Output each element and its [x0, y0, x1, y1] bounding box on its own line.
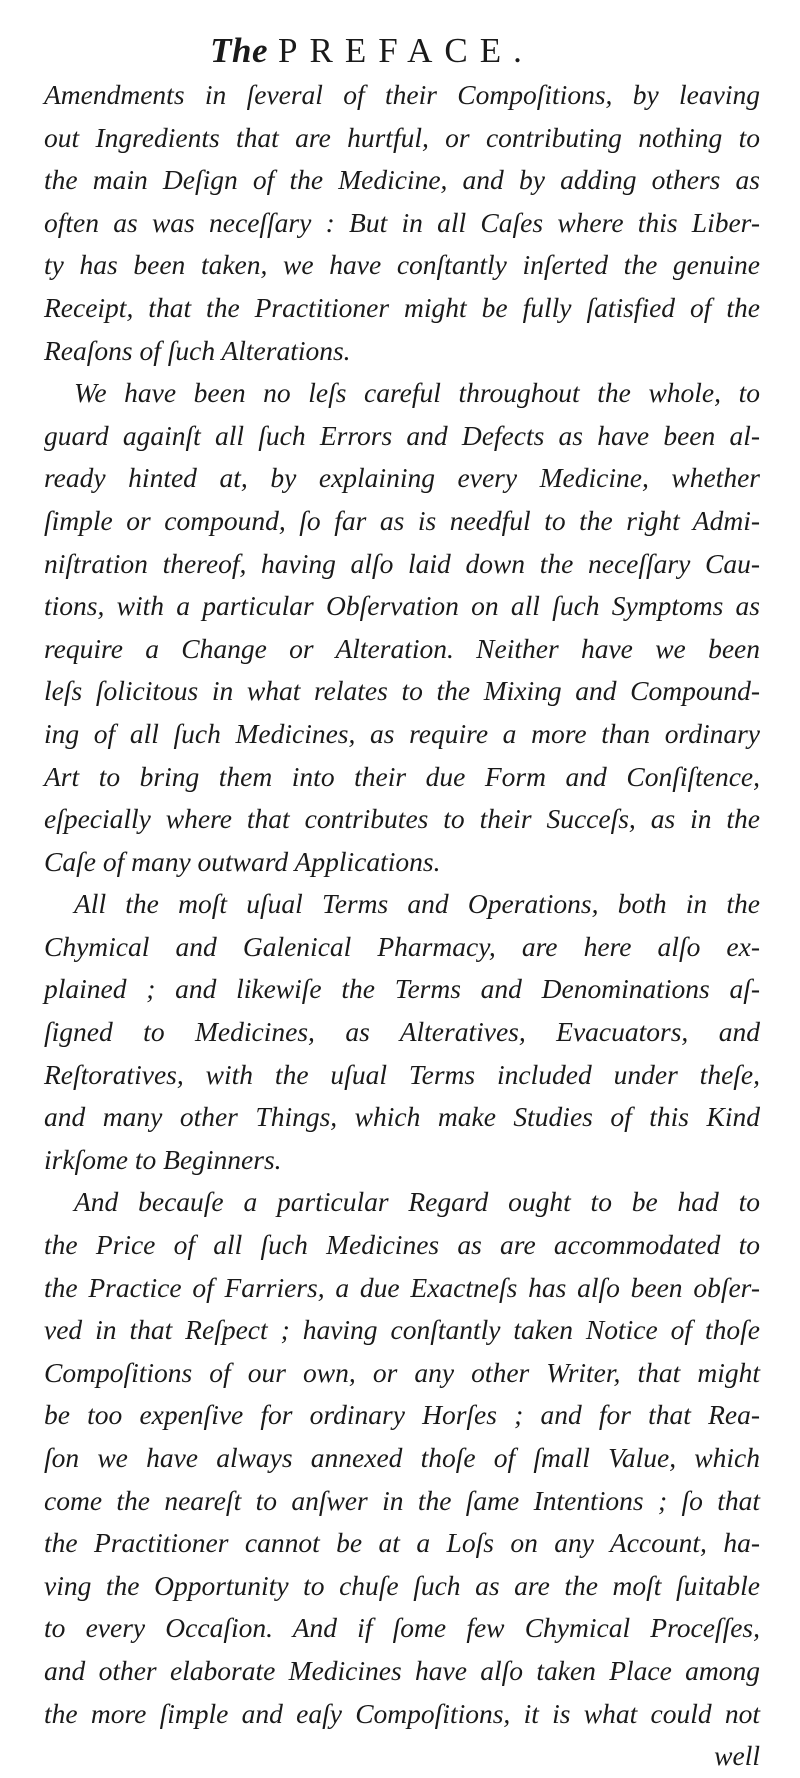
text-line: We have been no leſs careful throughout the whole, to [74, 377, 760, 409]
preface-body [44, 74, 760, 1778]
text-line: guard againſt all ſuch Errors and Defects as have been al- [44, 419, 760, 451]
text-line: the more ſimple and eaſy Compoſitions, it is what could not [44, 1697, 760, 1729]
text-line: ved in that Reſpect ; having conſtantly taken Notice of thoſe [44, 1314, 760, 1346]
text-line: And becauſe a particular Regard ought to be had to [74, 1186, 760, 1218]
text-line: to every Occaſion. And if ſome few Chymical Proceſſes, [44, 1612, 760, 1644]
text-line: ving the Opportunity to chuſe ſuch as are the moſt ſuitable [44, 1569, 760, 1601]
text-line: plained ; and likewiſe the Terms and Denominations aſ- [44, 973, 760, 1005]
text-line: and many other Things, which make Studies of this Kind [44, 1101, 760, 1133]
header-article: The [210, 31, 269, 70]
text-line: Chymical and Galenical Pharmacy, are here alſo ex- [44, 930, 760, 962]
text-line: eſpecially where that contributes to their Succeſs, as in the [44, 803, 760, 835]
text-line: Caſe of many outward Applications. [44, 845, 441, 877]
text-line: the Practice of Farriers, a due Exactneſs has alſo been obſer- [44, 1271, 760, 1303]
text-line: ty has been taken, we have conſtantly inſerted the genuine [44, 249, 760, 281]
text-line: Reſtoratives, with the uſual Terms included under theſe, [44, 1058, 760, 1090]
text-line: often as was neceſſary : But in all Caſes where this Liber- [44, 206, 760, 238]
text-line: leſs ſolicitous in what relates to the Mixing and Compound- [44, 675, 760, 707]
text-line: be too expenſive for ordinary Horſes ; and for that Rea- [44, 1399, 760, 1431]
text-line: require a Change or Alteration. Neither have we been [44, 632, 760, 664]
text-line: ſon we have always annexed thoſe of ſmall Value, which [44, 1442, 760, 1473]
text-line: Amendments in ſeveral of their Compoſitions, by leaving [44, 79, 760, 110]
text-line: ing of all ſuch Medicines, as require a more than ordinary [44, 717, 760, 749]
text-line: ready hinted at, by explaining every Medicine, whether [44, 462, 760, 494]
text-line: ſimple or compound, ſo far as is needful to the right Admi- [44, 504, 760, 536]
text-line: niſtration thereof, having alſo laid down the neceſſary Cau- [44, 547, 760, 579]
text-line: and other elaborate Medicines have alſo taken Place among [44, 1654, 760, 1686]
text-line: Compoſitions of our own, or any other Writer, that might [44, 1356, 760, 1388]
text-line: All the moſt uſual Terms and Operations, both in the [74, 888, 760, 920]
text-line: come the neareſt to anſwer in the ſame Intentions ; ſo that [44, 1484, 760, 1516]
text-line: ſigned to Medicines, as Alteratives, Evacuators, and [44, 1016, 760, 1048]
text-line: the Price of all ſuch Medicines as are accommodated to [44, 1229, 760, 1261]
text-line: Art to bring them into their due Form and Conſiſtence, [44, 760, 760, 792]
header-title: PREFACE. [278, 31, 534, 70]
text-line: tions, with a particular Obſervation on all ſuch Symptoms as [44, 590, 760, 622]
text-line: the main Deſign of the Medicine, and by adding others as [44, 164, 760, 196]
catchword: well [714, 1740, 760, 1772]
text-line: Reaſons of ſuch Alterations. [44, 334, 351, 366]
running-header [0, 28, 760, 74]
text-line: the Practitioner cannot be at a Loſs on any Account, ha- [44, 1527, 760, 1559]
text-line: Receipt, that the Practitioner might be fully ſatisfied of the [44, 291, 760, 323]
text-line: irkſome to Beginners. [44, 1143, 282, 1175]
text-line: out Ingredients that are hurtful, or contributing nothing to [44, 121, 760, 153]
